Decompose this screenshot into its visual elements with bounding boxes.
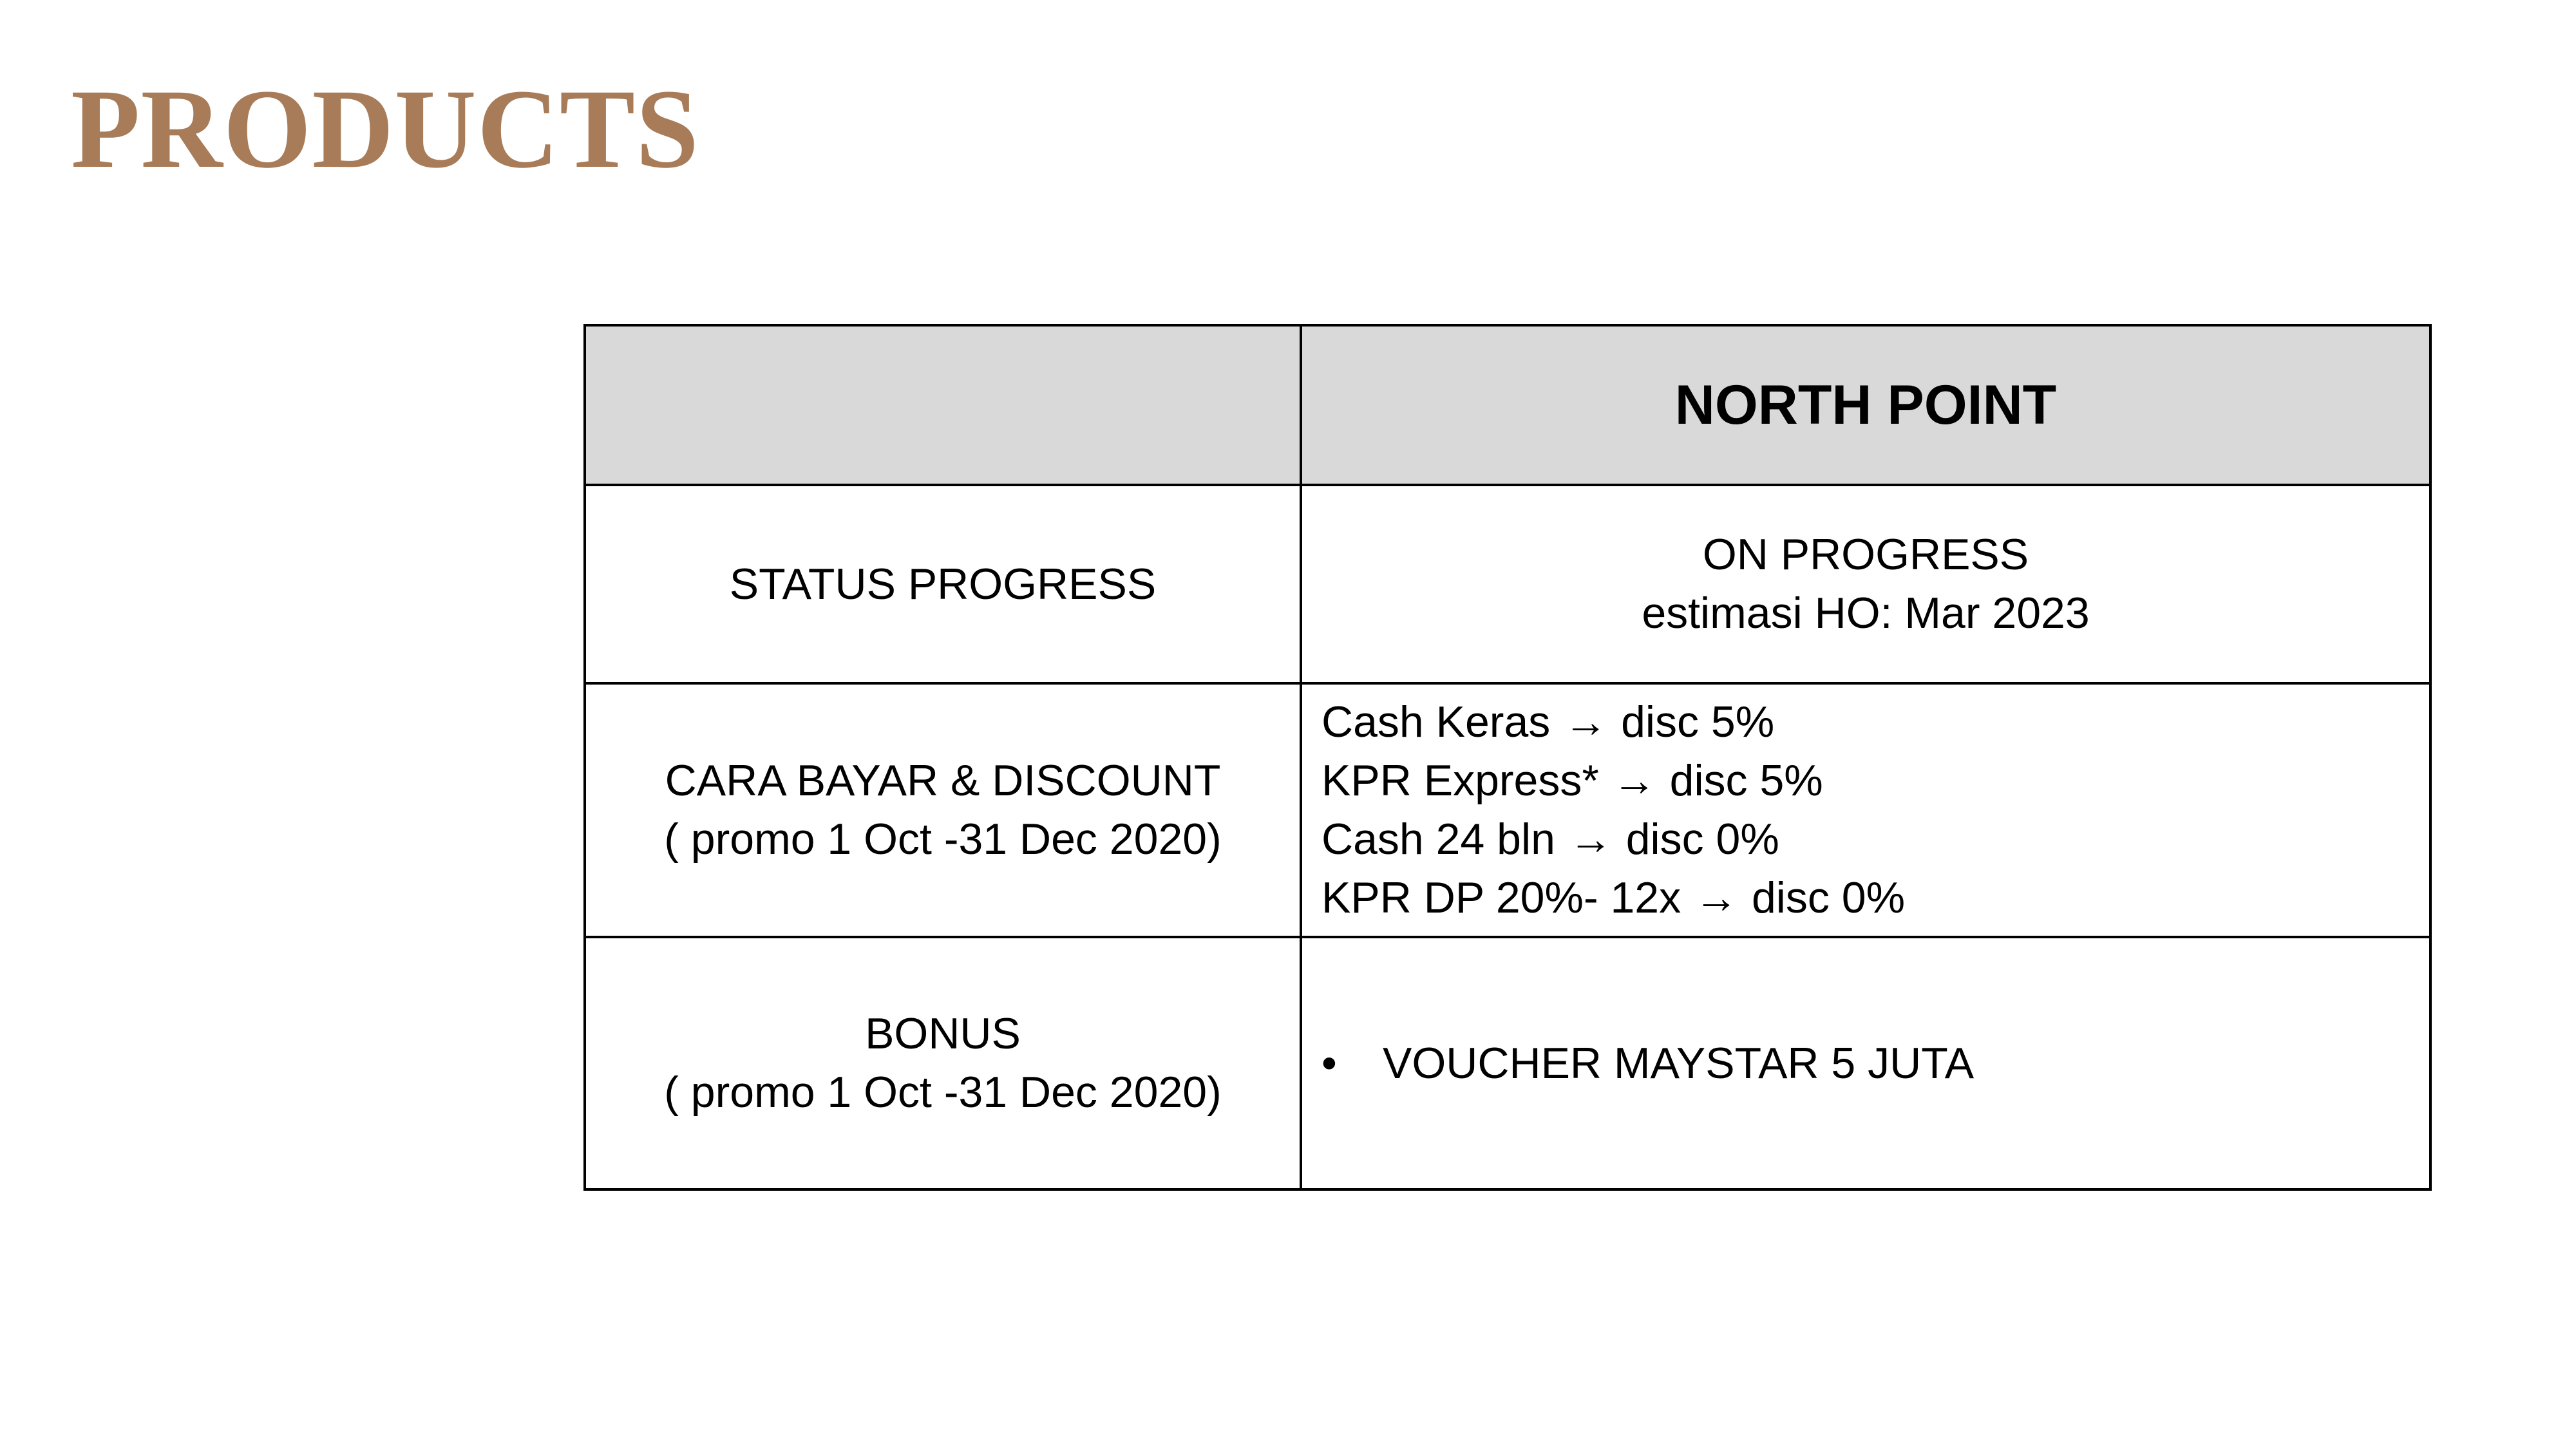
payment-discount: disc 0% bbox=[1625, 815, 1779, 864]
status-value-cell bbox=[1301, 485, 2430, 683]
bonus-promo-period: ( promo 1 Oct -31 Dec 2020) bbox=[664, 1068, 1222, 1117]
payment-method: Cash Keras bbox=[1321, 697, 1551, 746]
payment-method: KPR Express* bbox=[1321, 756, 1599, 805]
payment-option bbox=[1321, 810, 2410, 869]
header-empty-cell bbox=[585, 325, 1301, 485]
payment-label: CARA BAYAR & DISCOUNT bbox=[665, 756, 1221, 805]
table-row-status bbox=[585, 485, 2430, 683]
right-arrow-icon: → bbox=[1694, 873, 1739, 922]
payment-promo-period: ( promo 1 Oct -31 Dec 2020) bbox=[664, 815, 1222, 864]
payment-option bbox=[1321, 869, 2410, 927]
bonus-item-text: VOUCHER MAYSTAR 5 JUTA bbox=[1383, 1038, 1975, 1088]
list-item bbox=[1321, 1034, 2410, 1093]
payment-options-cell bbox=[1301, 683, 2430, 937]
right-arrow-icon: → bbox=[1612, 756, 1656, 805]
bonus-items-cell bbox=[1301, 937, 2430, 1189]
payment-method: Cash 24 bln bbox=[1321, 815, 1555, 864]
bonus-list bbox=[1321, 1034, 2410, 1093]
slide-title: PRODUCTS bbox=[71, 66, 700, 192]
handover-estimate: estimasi HO: Mar 2023 bbox=[1642, 589, 2090, 638]
table-row-bonus bbox=[585, 937, 2430, 1189]
payment-option bbox=[1321, 752, 2410, 810]
payment-label-cell bbox=[585, 683, 1301, 937]
payment-discount: disc 5% bbox=[1669, 756, 1823, 805]
status-label-cell bbox=[585, 485, 1301, 683]
project-name-header: NORTH POINT bbox=[1301, 325, 2430, 485]
payment-option bbox=[1321, 693, 2410, 752]
payment-discount: disc 5% bbox=[1621, 697, 1775, 746]
payment-method: KPR DP 20%- 12x bbox=[1321, 873, 1681, 922]
status-value: ON PROGRESS bbox=[1702, 530, 2029, 579]
payment-discount: disc 0% bbox=[1751, 873, 1906, 922]
table-row-payment bbox=[585, 683, 2430, 937]
product-table bbox=[583, 324, 2432, 1191]
status-label: STATUS PROGRESS bbox=[729, 559, 1157, 609]
bonus-label: BONUS bbox=[865, 1009, 1021, 1058]
bullet-icon: • bbox=[1321, 1038, 1337, 1088]
right-arrow-icon: → bbox=[1568, 815, 1613, 864]
right-arrow-icon: → bbox=[1564, 697, 1608, 746]
table-header-row bbox=[585, 325, 2430, 485]
bonus-label-cell bbox=[585, 937, 1301, 1189]
